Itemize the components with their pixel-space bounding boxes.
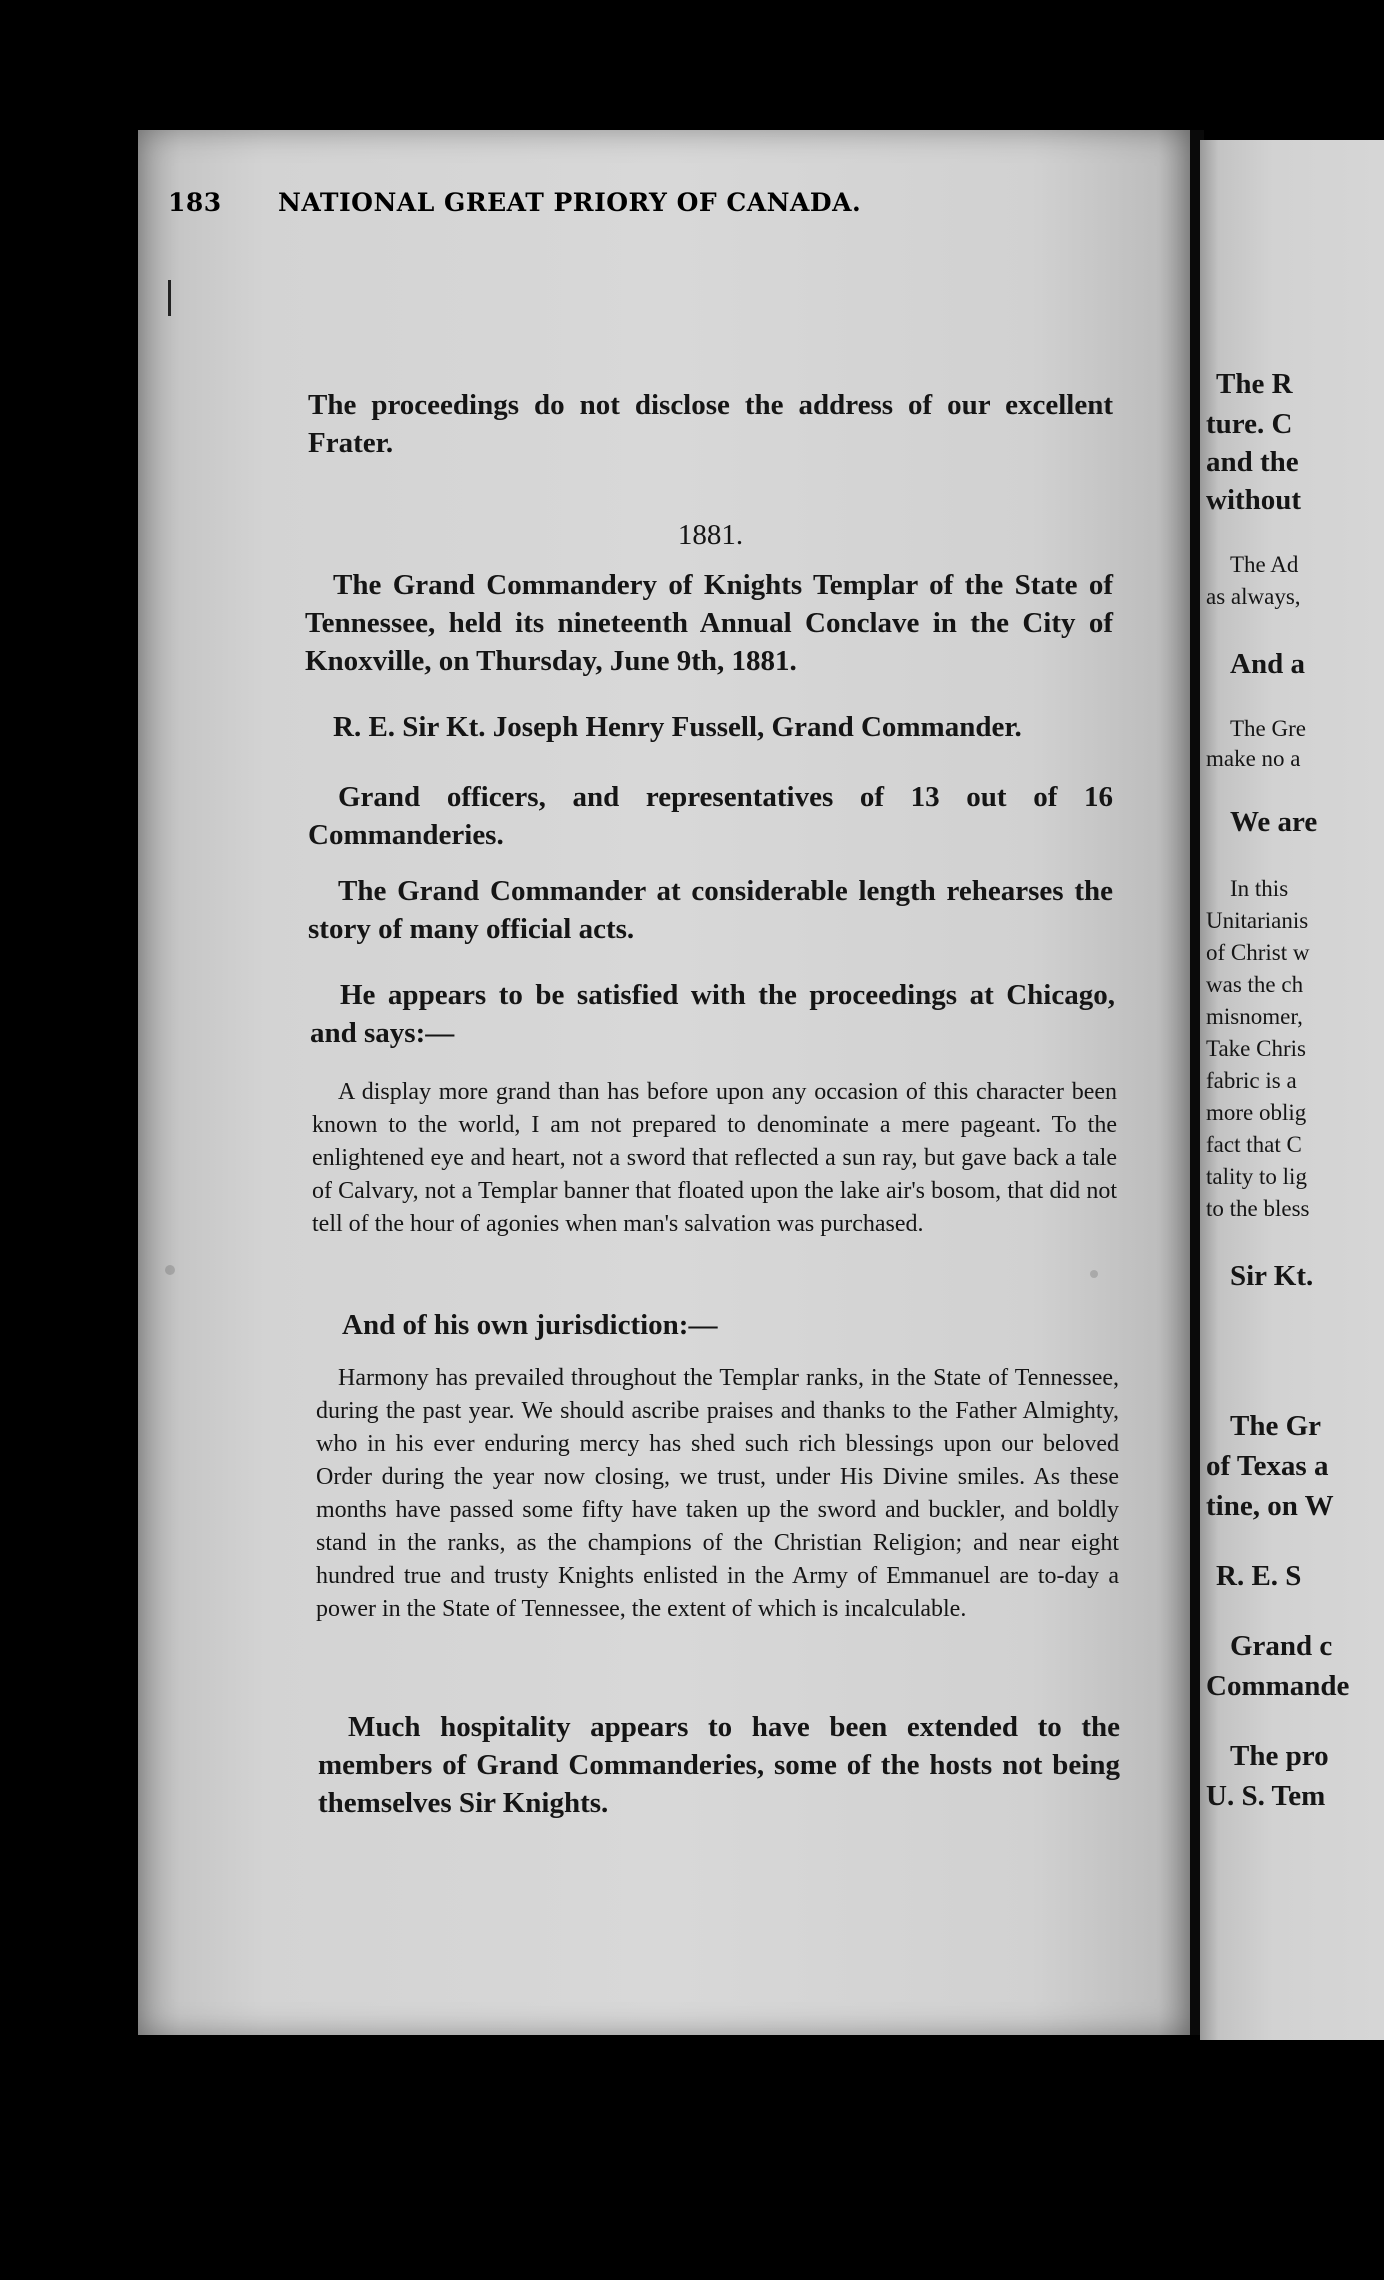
paragraph: Much hospitality appears to have been extended to the members of Grand Commanderies, some of the hosts not being themselves Sir Knights. bbox=[318, 1711, 1120, 1819]
right-line: of Christ w bbox=[1206, 940, 1310, 965]
right-line: We are bbox=[1230, 806, 1318, 838]
paragraph: He appears to be satisfied with the proceedings at Chicago, and says:— bbox=[310, 979, 1115, 1049]
right-line: The Gr bbox=[1230, 1410, 1322, 1442]
page-number: 183 bbox=[168, 188, 222, 217]
right-line: Sir Kt. bbox=[1230, 1260, 1314, 1292]
right-line: Grand c bbox=[1230, 1630, 1333, 1662]
quote-paragraph: Harmony has prevailed throughout the Templar ranks, in the State of Tennessee, during the past year. We should ascribe praises and thanks to the Father Almighty, who in his ever enduring mercy has shed such rich blessings upon our beloved Order during the year now closing, we trust, under His Divine smiles. As these months have passed some fifty have taken up the sword and buckler, and boldly stand in the ranks, as the champions of the Christian Religion; and near eight hundred true and trusty Knights enlisted in the Army of Emmanuel are to-day a power in the State of Tennessee, the extent of which is incalculable. bbox=[316, 1365, 1119, 1622]
right-line: The Ad bbox=[1230, 552, 1299, 577]
right-line: more oblig bbox=[1206, 1100, 1307, 1125]
right-line: The pro bbox=[1230, 1740, 1329, 1772]
paragraph: The proceedings do not disclose the address of our excellent Frater. bbox=[308, 389, 1113, 459]
right-line: as always, bbox=[1206, 584, 1301, 609]
right-line: The Gre bbox=[1230, 716, 1306, 741]
right-line: fact that C bbox=[1206, 1132, 1302, 1157]
ink-speck bbox=[165, 1265, 175, 1275]
right-line: tality to lig bbox=[1206, 1164, 1307, 1189]
right-line: of Texas a bbox=[1206, 1450, 1329, 1482]
right-line: tine, on W bbox=[1206, 1490, 1334, 1522]
pen-mark bbox=[168, 280, 181, 316]
ink-speck bbox=[1090, 1270, 1098, 1278]
right-line: was the ch bbox=[1206, 972, 1304, 997]
right-line: without bbox=[1206, 484, 1302, 516]
right-line: U. S. Tem bbox=[1206, 1780, 1326, 1812]
quote-paragraph: A display more grand than has before upon any occasion of this character been known to the world, I am not prepared to denominate a mere pageant. To the enlightened eye and heart, not a sword that reflected a sun ray, but gave back a tale of Calvary, not a Templar banner that floated upon the lake air's bosom, that did not tell of the hour of agonies when man's salvation was purchased. bbox=[312, 1079, 1117, 1237]
right-line: Unitarianis bbox=[1206, 908, 1309, 933]
right-line: R. E. S bbox=[1216, 1560, 1302, 1592]
right-line: fabric is a bbox=[1206, 1068, 1297, 1093]
right-line: And a bbox=[1230, 648, 1305, 680]
right-line: make no a bbox=[1206, 746, 1301, 771]
paragraph: Grand officers, and representatives of 13 out of 16 Commanderies. bbox=[308, 781, 1113, 851]
running-title: NATIONAL GREAT PRIORY OF CANADA. bbox=[278, 188, 862, 217]
paragraph: And of his own jurisdiction:— bbox=[342, 1309, 718, 1341]
right-line: ture. C bbox=[1206, 408, 1293, 440]
right-line: Commande bbox=[1206, 1670, 1350, 1702]
paragraph: The Grand Commandery of Knights Templar of the State of Tennessee, held its nineteenth Annual Conclave in the City of Knoxville, on Thursday, June 9th, 1881. bbox=[305, 569, 1113, 677]
paragraph: R. E. Sir Kt. Joseph Henry Fussell, Grand Commander. bbox=[333, 711, 1022, 743]
right-line: In this bbox=[1230, 876, 1289, 901]
right-line: to the bless bbox=[1206, 1196, 1310, 1221]
right-line: The R bbox=[1216, 368, 1293, 400]
paragraph: The Grand Commander at considerable length rehearses the story of many official acts. bbox=[308, 875, 1113, 945]
right-line: and the bbox=[1206, 446, 1299, 478]
right-page bbox=[1200, 140, 1384, 2040]
right-line: Take Chris bbox=[1206, 1036, 1306, 1061]
year-heading: 1881. bbox=[677, 519, 744, 551]
right-line: misnomer, bbox=[1206, 1004, 1303, 1029]
